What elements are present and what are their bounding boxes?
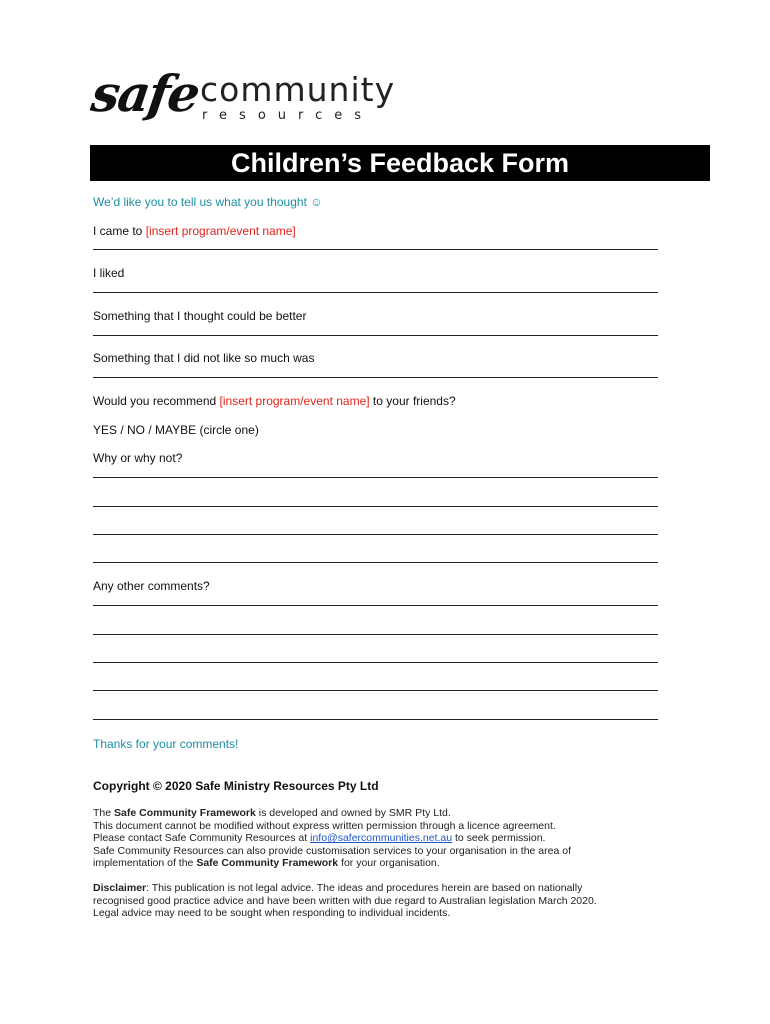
question-recommend-suffix: to your friends? bbox=[369, 394, 456, 408]
question-recommend bbox=[93, 394, 456, 408]
logo-safe-word: safe bbox=[87, 64, 203, 123]
notice-line-5: implementation of the Safe Community Framework for your organisation. bbox=[93, 857, 440, 869]
copyright-text: Copyright © 2020 Safe Ministry Resources Pty Ltd bbox=[93, 779, 379, 793]
answer-line[interactable] bbox=[93, 690, 658, 691]
framework-name: Safe Community Framework bbox=[196, 857, 339, 869]
intro-text: We’d like you to tell us what you thought ☺ bbox=[93, 195, 323, 209]
answer-line[interactable] bbox=[93, 292, 658, 293]
question-came-to bbox=[93, 224, 296, 238]
question-recommend-prefix: Would you recommend bbox=[93, 394, 220, 408]
disclaimer-line-2: recognised good practice advice and have been written with due regard to Australian legislation March 2020. bbox=[93, 894, 597, 907]
event-name-placeholder: [insert program/event name] bbox=[219, 394, 370, 408]
contact-email-link[interactable]: info@safercommunities.net.au bbox=[310, 832, 453, 844]
answer-line[interactable] bbox=[93, 634, 658, 635]
answer-line[interactable] bbox=[93, 534, 658, 535]
question-came-to-text: I came to bbox=[93, 224, 146, 238]
answer-line[interactable] bbox=[93, 377, 658, 378]
disclaimer-label: Disclaimer bbox=[93, 882, 147, 894]
answer-line[interactable] bbox=[93, 662, 658, 663]
answer-line[interactable] bbox=[93, 477, 658, 478]
yes-no-maybe-options[interactable]: YES / NO / MAYBE (circle one) bbox=[93, 423, 259, 437]
framework-notice bbox=[93, 807, 673, 870]
question-better: Something that I thought could be better bbox=[93, 309, 307, 323]
notice-line-2: This document cannot be modified without express written permission through a licence agreement. bbox=[93, 819, 556, 832]
disclaimer-line-3: Legal advice may need to be sought when responding to individual incidents. bbox=[93, 907, 451, 919]
answer-line[interactable] bbox=[93, 249, 658, 250]
event-name-placeholder: [insert program/event name] bbox=[145, 224, 296, 238]
disclaimer-line-1: Disclaimer: This publication is not legal advice. The ideas and procedures herein are based on nationally bbox=[93, 882, 583, 894]
disclaimer bbox=[93, 882, 673, 920]
answer-line[interactable] bbox=[93, 719, 658, 720]
thanks-text: Thanks for your comments! bbox=[93, 737, 239, 751]
question-other-comments: Any other comments? bbox=[93, 579, 210, 593]
question-liked: I liked bbox=[93, 266, 125, 280]
logo-community-word: community bbox=[200, 70, 396, 109]
framework-name: Safe Community Framework bbox=[114, 807, 256, 819]
safe-community-resources-logo bbox=[87, 64, 422, 142]
notice-line-3: Please contact Safe Community Resources at info@safercommunities.net.au to seek permission. bbox=[93, 832, 546, 844]
notice-line-4: Safe Community Resources can also provide customisation services to your organisation in the area of bbox=[93, 844, 571, 857]
answer-line[interactable] bbox=[93, 506, 658, 507]
logo-resources-word: resources bbox=[202, 108, 374, 123]
page-title: Children’s Feedback Form bbox=[230, 148, 570, 178]
answer-line[interactable] bbox=[93, 335, 658, 336]
title-bar bbox=[90, 145, 710, 181]
question-did-not-like: Something that I did not like so much was bbox=[93, 351, 315, 365]
answer-line[interactable] bbox=[93, 562, 658, 563]
question-why: Why or why not? bbox=[93, 451, 183, 465]
answer-line[interactable] bbox=[93, 605, 658, 606]
notice-line-1: The Safe Community Framework is developed and owned by SMR Pty Ltd. bbox=[93, 807, 451, 819]
